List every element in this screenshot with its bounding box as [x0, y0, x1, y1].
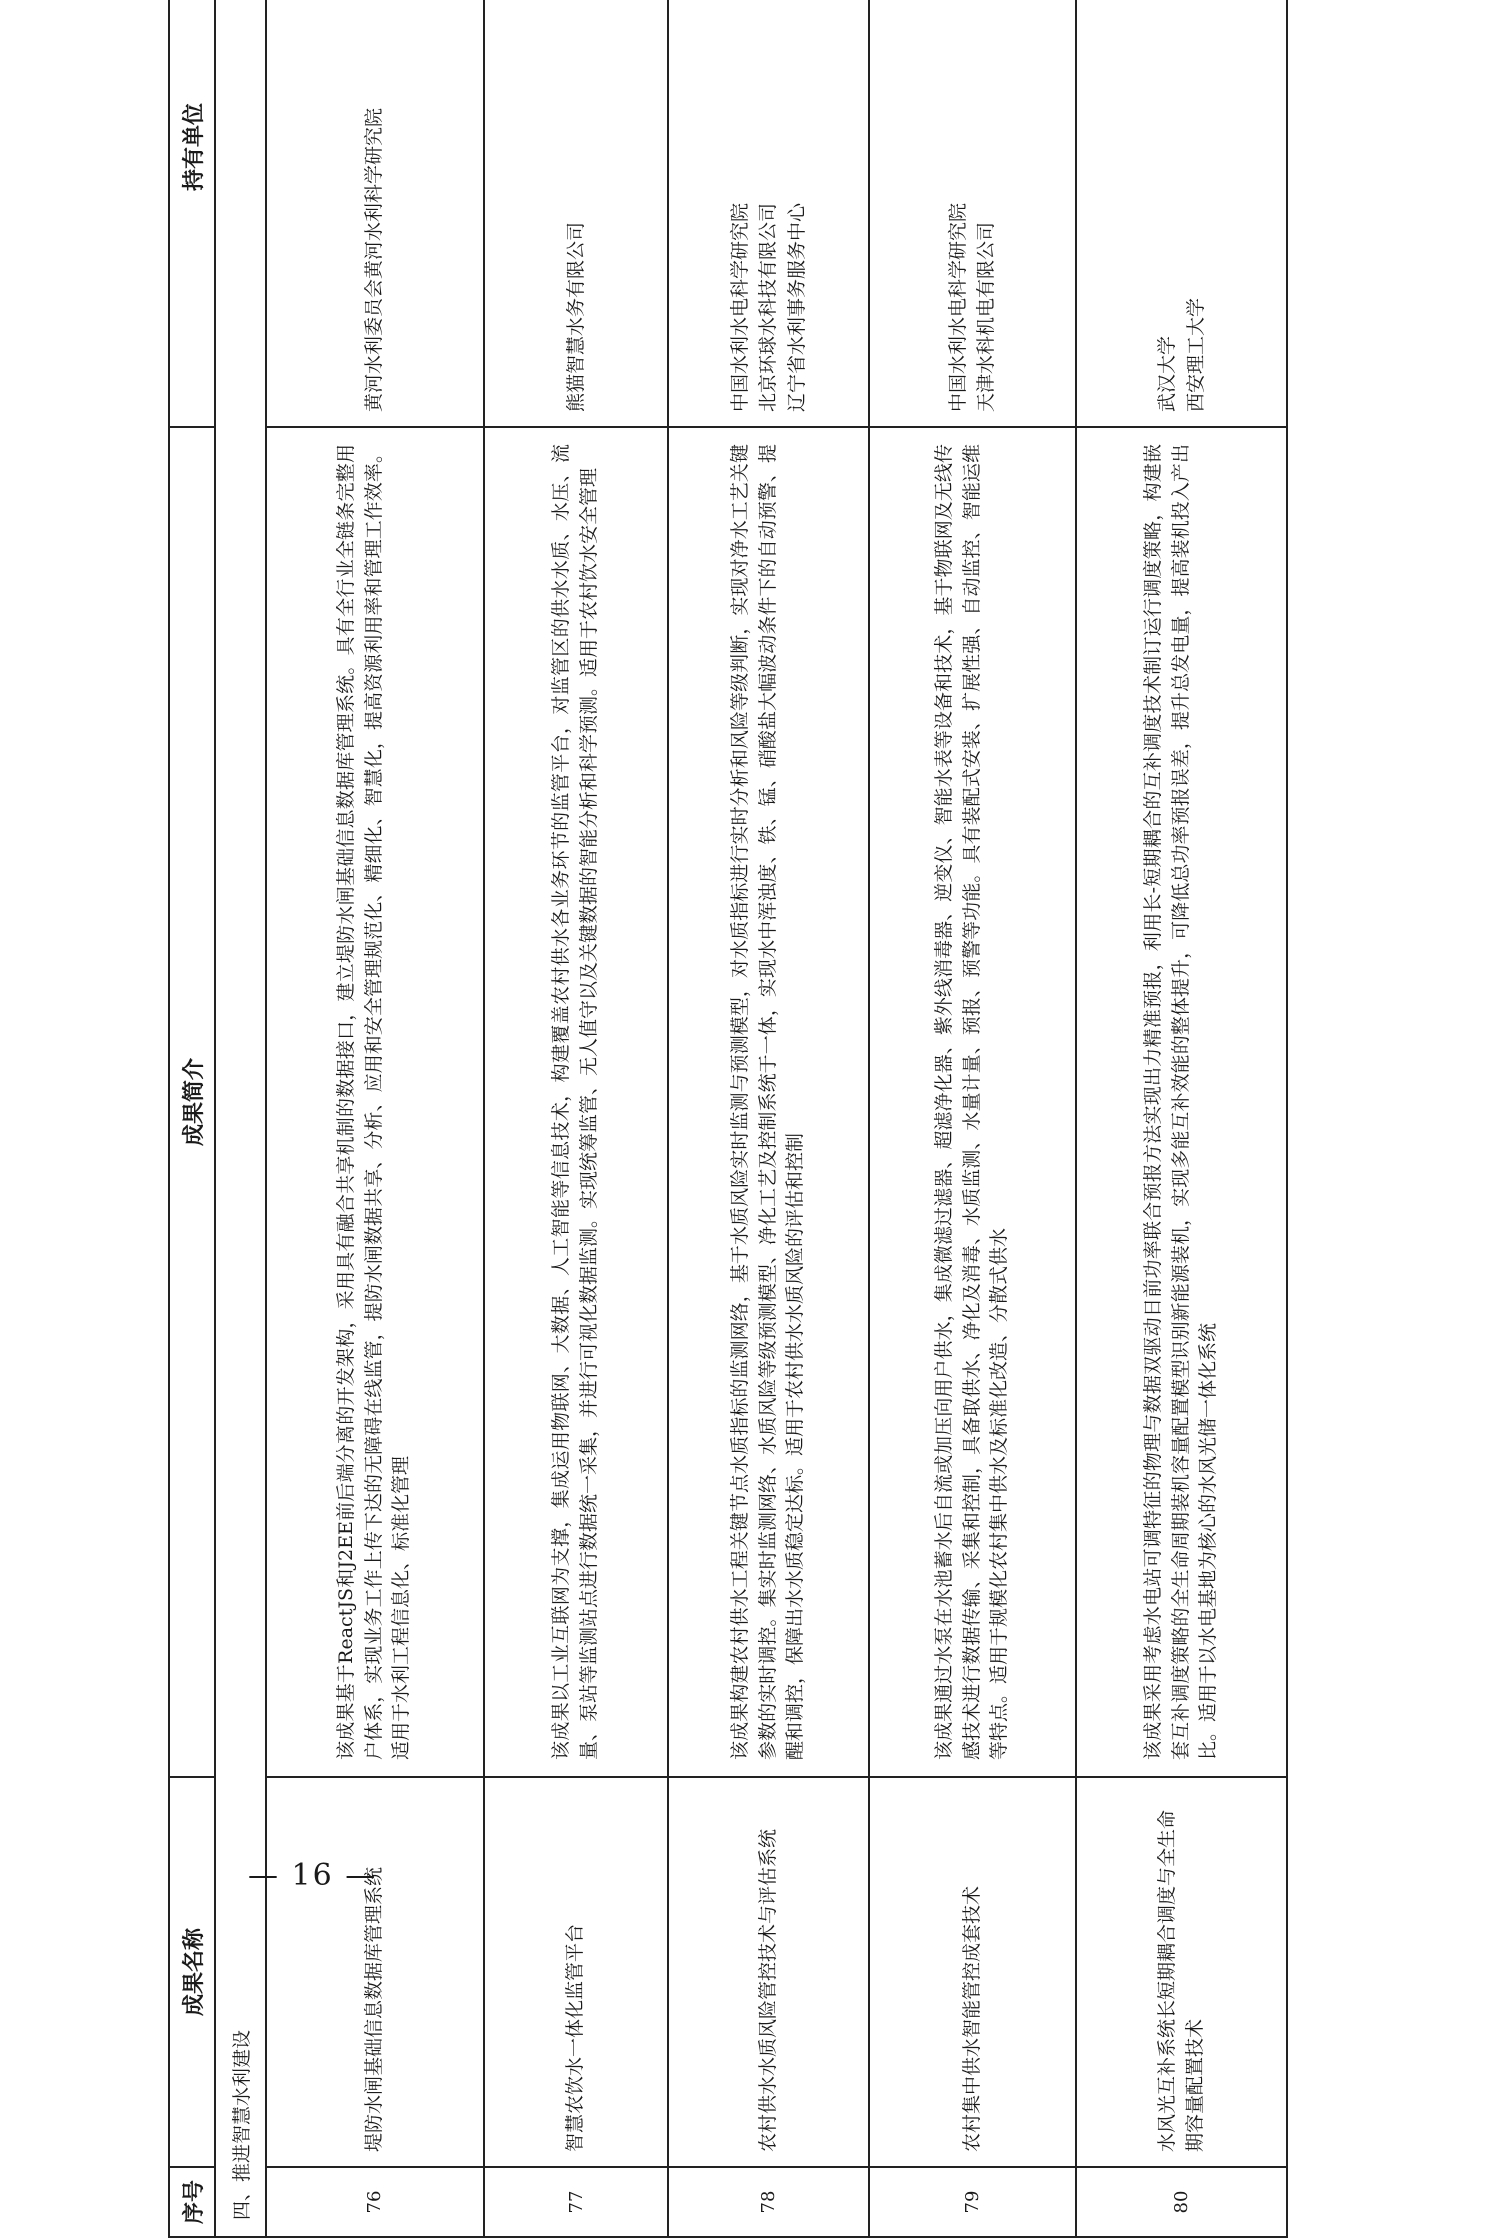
row-intro: 该成果基于ReactJS和J2EE前后端分离的开发架构，采用具有融合共享机制的数据接口，建立堤防水闸基础信息数据库管理系统。具有全行业全链条完整用户体系，实现业务工作上传下达的无障碍在线监管，提防水闸数据共享、分析、应用和安全管理规范化、精细化、智慧化，提高资源利用率和管理工作效率。适用于水利工程信息化、标准化管理	[266, 427, 484, 1777]
row-name: 农村供水水质风险管控技术与评估系统	[668, 1777, 868, 2167]
row-name: 水风光互补系统长短期耦合调度与全生命期容量配置技术	[1076, 1777, 1287, 2167]
table-row	[266, 0, 484, 2237]
row-intro: 该成果以工业互联网为支撑，集成运用物联网、大数据、人工智能等信息技术，构建覆盖农村供水各业务环节的监管平台，对监管区的供水水质、水压、流量、泵站等监测站点进行数据统一采集，并进行可视化数据监测。实现统筹监管、无人值守以及关键数据的智能分析和科学预测。适用于农村饮水安全管理	[484, 427, 668, 1777]
row-holder: 中国水利水电科学研究院 北京环球水科技有限公司 辽宁省水利事务服务中心	[668, 0, 868, 427]
header-index: 序号	[169, 2167, 215, 2237]
table-row	[484, 0, 668, 2237]
row-holder: 熊猫智慧水务有限公司	[484, 0, 668, 427]
row-index: 80	[1076, 2167, 1287, 2237]
row-name: 农村集中供水智能管控成套技术	[869, 1777, 1077, 2167]
row-holder: 黄河水利委员会黄河水利科学研究院	[266, 0, 484, 427]
row-intro: 该成果构建农村供水工程关键节点水质指标的监测网络，基于水质风险实时监测与预测模型，对水质指标进行实时分析和风险等级判断，实现对净水工艺关键参数的实时调控。集实时监测网络、水质风险等级预测模型、净化工艺及控制系统于一体，实现水中浑浊度、铁、锰、硝酸盐大幅波动条件下的自动预警、提醒和调控，保障出水水质稳定达标。适用于农村供水水质风险的评估和控制	[668, 427, 868, 1777]
row-index: 76	[266, 2167, 484, 2237]
row-intro: 该成果通过水泵在水池蓄水后自流或加压向用户供水，集成微滤过滤器、超滤净化器、紫外线消毒器、逆变仪、智能水表等设备和技术，基于物联网及无线传感技术进行数据传输、采集和控制，具备取供水、净化及消毒、水质监测、水量计量、预报、预警等功能。具有装配式安装、扩展性强、自动监控、智能运维等特点。适用于规模化农村集中供水及标准化改造、分散式供水	[869, 427, 1077, 1777]
rotated-table-container	[168, 0, 1288, 2238]
header-holder: 持有单位	[169, 0, 215, 427]
row-index: 79	[869, 2167, 1077, 2237]
table-row	[668, 0, 868, 2237]
row-holder: 中国水利水电科学研究院 天津水科机电有限公司	[869, 0, 1077, 427]
achievements-table	[168, 0, 1288, 2238]
row-index: 78	[668, 2167, 868, 2237]
table-row	[1076, 0, 1287, 2237]
row-name: 智慧农饮水一体化监管平台	[484, 1777, 668, 2167]
header-intro: 成果简介	[169, 427, 215, 1777]
page-number: — 16 —	[248, 1858, 378, 1893]
header-name: 成果名称	[169, 1777, 215, 2167]
section-title: 四、推进智慧水利建设	[215, 0, 266, 2237]
table-row	[869, 0, 1077, 2237]
row-intro: 该成果采用考虑水电站可调特征的物理与数据双驱动日前功率联合预报方法实现出力精准预报，利用长-短期耦合的互补调度技术制订运行调度策略，构建嵌套互补调度策略的全生命周期装机容量配置模型识别新能源装机，实现多能互补效能的整体提升，可降低总功率预报误差，提升总发电量，提高装机投入产出比。适用于以水电基地为核心的水风光储一体化系统	[1076, 427, 1287, 1777]
table-header-row	[169, 0, 215, 2237]
row-holder: 武汉大学 西安理工大学	[1076, 0, 1287, 427]
row-name: 堤防水闸基础信息数据库管理系统	[266, 1777, 484, 2167]
section-row	[215, 0, 266, 2237]
row-index: 77	[484, 2167, 668, 2237]
